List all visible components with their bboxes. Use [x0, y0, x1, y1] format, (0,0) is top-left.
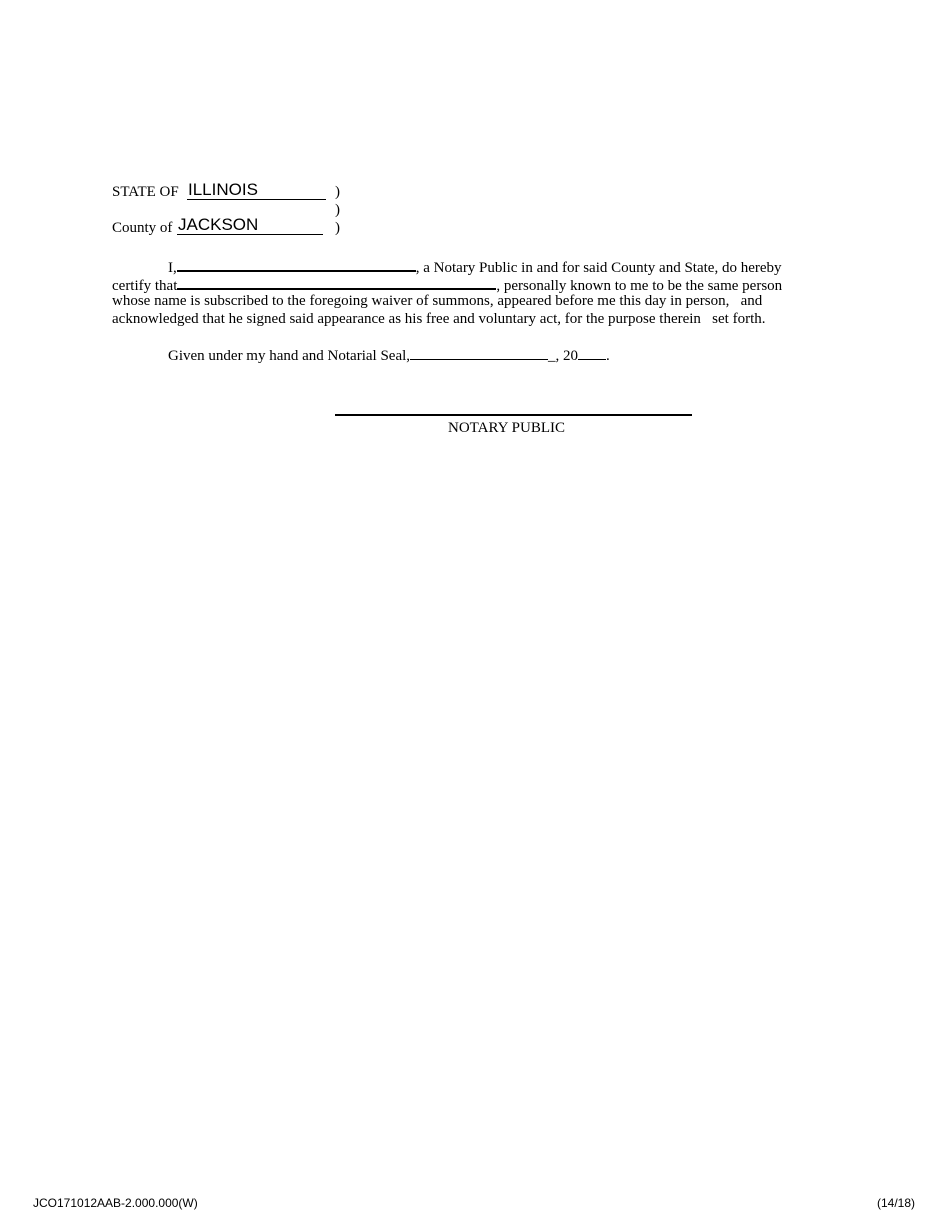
certification-line-1-tail: , a Notary Public in and for said County and State, do hereby — [415, 260, 782, 276]
state-field[interactable]: ILLINOIS — [187, 180, 326, 200]
document-code: JCO171012AAB-2.000.000(W) — [33, 1196, 198, 1210]
signature-line[interactable] — [335, 414, 692, 416]
county-label: County of — [112, 220, 173, 236]
venue-paren-1: ) — [335, 184, 340, 200]
certification-line-2-lead: certify that — [112, 278, 178, 294]
given-end: . — [606, 348, 610, 364]
notary-name-blank[interactable] — [177, 256, 416, 272]
state-label: STATE OF — [112, 184, 179, 200]
given-year-prefix: _, 20 — [548, 348, 579, 364]
certification-line-1-lead: I, — [168, 260, 177, 276]
certification-line-4: acknowledged that he signed said appearance as his free and voluntary act, for the purpose therein set forth. — [112, 311, 766, 327]
certification-line-2-tail: , personally known to me to be the same person — [496, 278, 783, 294]
year-blank[interactable] — [578, 345, 606, 360]
county-field[interactable]: JACKSON — [177, 215, 323, 235]
venue-paren-3: ) — [335, 220, 340, 236]
notary-public-label: NOTARY PUBLIC — [448, 420, 566, 436]
venue-paren-2: ) — [335, 202, 340, 218]
person-name-blank[interactable] — [177, 274, 496, 290]
date-blank[interactable] — [410, 345, 548, 360]
certification-line-3: whose name is subscribed to the foregoing waiver of summons, appeared before me this day in person, and — [112, 293, 763, 309]
page-number: (14/18) — [877, 1196, 916, 1210]
given-text: Given under my hand and Notarial Seal, — [168, 348, 411, 364]
given-line — [168, 345, 610, 365]
